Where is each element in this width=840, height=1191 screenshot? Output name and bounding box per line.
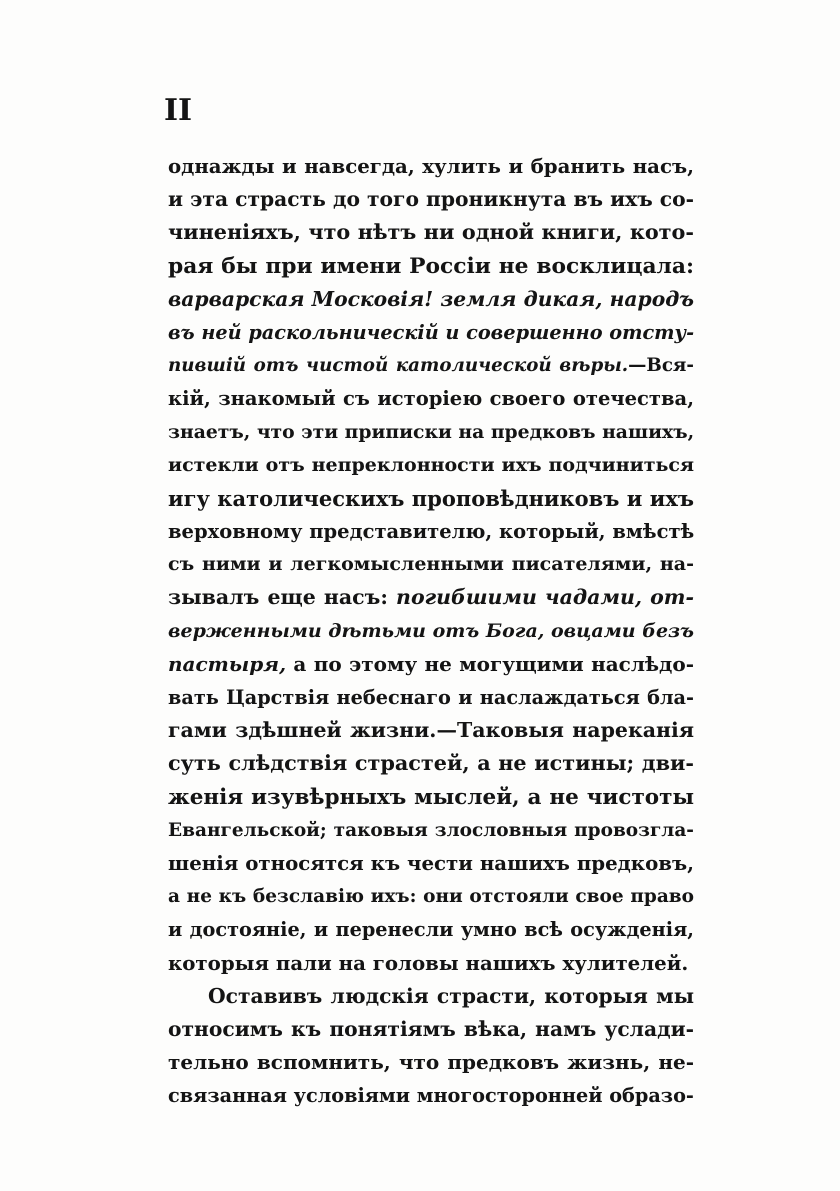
italic-span: верженными дѣтьми отъ Бога, овцами безъ xyxy=(168,619,694,642)
text-span: женія изувѣрныхъ мыслей, а не чистоты xyxy=(168,784,694,810)
text-span: знаетъ, что эти приписки на предковъ нашихъ, xyxy=(168,420,695,443)
text-span: гами здѣшней жизни.—Таковыя нареканія xyxy=(168,718,694,743)
text-line xyxy=(168,216,694,249)
text-span: тельно вспомнить, что предковъ жизнь, не- xyxy=(168,1050,694,1075)
text-line xyxy=(168,681,694,714)
text-line xyxy=(168,615,694,648)
text-span: а не къ безславію ихъ: они отстояли свое право xyxy=(168,886,694,908)
text-line xyxy=(168,913,694,946)
text-span: игу католическихъ проповѣдниковъ и ихъ xyxy=(168,485,694,511)
italic-span: пившій отъ чистой католической вѣры. xyxy=(168,355,629,377)
page-number: II xyxy=(164,93,193,128)
text-span: связанная условіями многосторонней образо- xyxy=(168,1084,694,1108)
text-span: кій, знакомый съ исторіею своего отечества, xyxy=(168,387,694,411)
text-span: верховному представителю, который, вмѣстѣ xyxy=(168,520,695,544)
text-line xyxy=(168,449,694,482)
text-line xyxy=(168,1079,694,1112)
text-span: Оставивъ людскія страсти, которыя мы xyxy=(208,983,694,1008)
text-span: относимъ къ понятіямъ вѣка, намъ услади- xyxy=(168,1016,694,1041)
text-span: рая бы при имени Россіи не восклицала: xyxy=(168,253,694,279)
text-span: суть слѣдствія страстей, а не истины; дви- xyxy=(168,751,694,776)
text-line xyxy=(168,548,694,581)
text-line xyxy=(168,349,694,382)
paragraph xyxy=(168,980,694,1113)
text-line xyxy=(168,847,694,880)
text-span: которыя пали на головы нашихъ хулителей. xyxy=(168,950,689,975)
text-span: зывалъ еще насъ: xyxy=(168,585,397,610)
text-span: истекли отъ непреклонности ихъ подчиниться xyxy=(168,453,694,476)
text-span: вать Царствія небеснаго и наслаждаться бла- xyxy=(168,686,694,709)
text-line xyxy=(168,980,694,1013)
text-span: однажды и навсегда, хулить и бранить насъ, xyxy=(168,154,694,178)
italic-span: въ ней раскольническій и совершенно отсту- xyxy=(168,320,695,344)
text-line xyxy=(168,316,694,349)
text-span: —Вся- xyxy=(628,355,694,377)
paragraph xyxy=(168,150,694,980)
text-line xyxy=(168,880,694,913)
italic-span: погибшими чадами, от- xyxy=(396,585,694,610)
italic-span: пастыря, xyxy=(168,651,287,676)
text-line xyxy=(168,648,694,681)
text-line xyxy=(168,781,694,814)
text-span: и эта страсть до того проникнута въ ихъ со- xyxy=(168,187,695,212)
text-line xyxy=(168,283,694,316)
text-span: и достояніе, и перенесли умно всѣ осужденія, xyxy=(168,918,694,942)
text-line xyxy=(168,947,694,980)
italic-span: варварская Московія! земля дикая, народъ xyxy=(168,286,694,311)
text-line xyxy=(168,183,694,216)
body-text xyxy=(168,150,694,1112)
text-line xyxy=(168,150,694,183)
text-line xyxy=(168,1013,694,1046)
text-span: съ ними и легкомысленными писателями, на- xyxy=(168,553,694,576)
text-span: а по этому не могущими наслѣдо- xyxy=(286,651,694,676)
text-line xyxy=(168,382,694,415)
text-line xyxy=(168,515,694,548)
text-line xyxy=(168,714,694,747)
text-line xyxy=(168,482,694,515)
text-line xyxy=(168,814,694,847)
text-line xyxy=(168,581,694,614)
text-line xyxy=(168,747,694,780)
text-span: чиненіяхъ, что нѣтъ ни одной книги, кото- xyxy=(168,220,694,245)
text-line xyxy=(168,416,694,449)
text-line xyxy=(168,1046,694,1079)
text-line xyxy=(168,250,694,283)
text-span: Евангельской; таковыя злословныя провозгла- xyxy=(168,819,694,841)
text-span: шенія относятся къ чести нашихъ предковъ, xyxy=(168,850,694,875)
